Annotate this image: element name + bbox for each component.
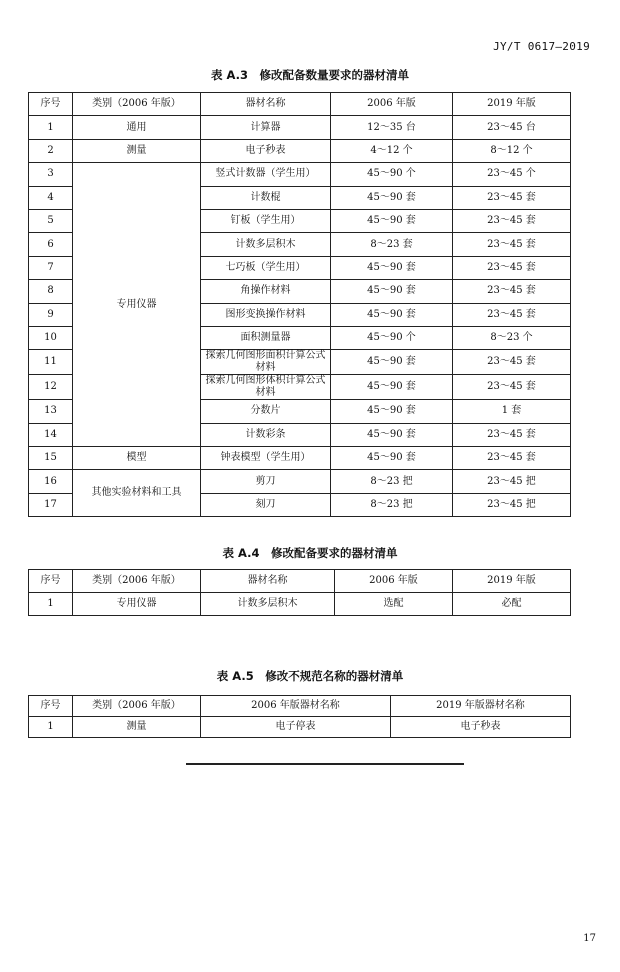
table-header-row bbox=[29, 696, 571, 717]
header-cell-2019: 2019 年版 bbox=[453, 570, 571, 593]
cell-2019: 23～45 套 bbox=[453, 350, 571, 375]
cell-2019: 23～45 把 bbox=[453, 493, 571, 516]
table-header-row bbox=[29, 570, 571, 593]
cell-name: 探索几何图形面积计算公式材料 bbox=[201, 350, 331, 375]
header-cell-no: 序号 bbox=[29, 570, 73, 593]
table-row bbox=[29, 116, 571, 139]
cell-2019: 必配 bbox=[453, 593, 571, 616]
cell-name: 探索几何图形体积计算公式材料 bbox=[201, 375, 331, 400]
cell-no: 14 bbox=[29, 423, 73, 446]
cell-no: 1 bbox=[29, 116, 73, 139]
cell-name: 分数片 bbox=[201, 400, 331, 423]
header-cell-2019: 2019 年版 bbox=[453, 93, 571, 116]
cell-2006: 45～90 套 bbox=[331, 280, 453, 303]
table-row bbox=[29, 163, 571, 186]
cell-2019: 23～45 套 bbox=[453, 375, 571, 400]
cell-category: 模型 bbox=[73, 447, 201, 470]
header-cell-no: 序号 bbox=[29, 93, 73, 116]
cell-category: 通用 bbox=[73, 116, 201, 139]
header-cell-name: 器材名称 bbox=[201, 570, 335, 593]
header-cell-name: 器材名称 bbox=[201, 93, 331, 116]
cell-2006: 45～90 套 bbox=[331, 303, 453, 326]
header-cell-2006: 2006 年版 bbox=[335, 570, 453, 593]
cell-2006: 45～90 套 bbox=[331, 186, 453, 209]
cell-no: 4 bbox=[29, 186, 73, 209]
cell-name: 计数彩条 bbox=[201, 423, 331, 446]
cell-2006: 45～90 套 bbox=[331, 256, 453, 279]
cell-2019: 23～45 套 bbox=[453, 233, 571, 256]
cell-no: 7 bbox=[29, 256, 73, 279]
table-row bbox=[29, 139, 571, 162]
cell-2006: 45～90 套 bbox=[331, 400, 453, 423]
cell-2006: 8～23 把 bbox=[331, 493, 453, 516]
cell-name: 钟表模型（学生用） bbox=[201, 447, 331, 470]
table-row bbox=[29, 717, 571, 738]
end-rule bbox=[186, 763, 464, 765]
header-cell-name-2019: 2019 年版器材名称 bbox=[391, 696, 571, 717]
cell-2006: 8～23 套 bbox=[331, 233, 453, 256]
table-a4 bbox=[28, 569, 571, 616]
header-cell-category: 类别（2006 年版） bbox=[73, 696, 201, 717]
cell-no: 15 bbox=[29, 447, 73, 470]
cell-2006: 45～90 套 bbox=[331, 350, 453, 375]
cell-2006: 45～90 套 bbox=[331, 375, 453, 400]
cell-no: 16 bbox=[29, 470, 73, 493]
cell-name: 电子秒表 bbox=[201, 139, 331, 162]
cell-no: 1 bbox=[29, 717, 73, 738]
cell-name-2019: 电子秒表 bbox=[391, 717, 571, 738]
table-row bbox=[29, 447, 571, 470]
header-cell-category: 类别（2006 年版） bbox=[73, 570, 201, 593]
cell-no: 3 bbox=[29, 163, 73, 186]
header-cell-category: 类别（2006 年版） bbox=[73, 93, 201, 116]
cell-2006: 4～12 个 bbox=[331, 139, 453, 162]
cell-category: 其他实验材料和工具 bbox=[73, 470, 201, 517]
cell-2019: 1 套 bbox=[453, 400, 571, 423]
cell-name: 钉板（学生用） bbox=[201, 209, 331, 232]
cell-2006: 8～23 把 bbox=[331, 470, 453, 493]
cell-2019: 23～45 套 bbox=[453, 303, 571, 326]
cell-no: 17 bbox=[29, 493, 73, 516]
cell-no: 1 bbox=[29, 593, 73, 616]
cell-2006: 选配 bbox=[335, 593, 453, 616]
cell-2019: 8～23 个 bbox=[453, 326, 571, 349]
cell-category: 专用仪器 bbox=[73, 593, 201, 616]
table-row bbox=[29, 593, 571, 616]
cell-2006: 45～90 套 bbox=[331, 209, 453, 232]
header-cell-2006: 2006 年版 bbox=[331, 93, 453, 116]
cell-2019: 23～45 台 bbox=[453, 116, 571, 139]
page-number: 17 bbox=[583, 933, 596, 944]
cell-2019: 23～45 套 bbox=[453, 256, 571, 279]
cell-2019: 8～12 个 bbox=[453, 139, 571, 162]
table-header-row bbox=[29, 93, 571, 116]
cell-name: 图形变换操作材料 bbox=[201, 303, 331, 326]
cell-name-2006: 电子停表 bbox=[201, 717, 391, 738]
cell-name: 角操作材料 bbox=[201, 280, 331, 303]
cell-no: 2 bbox=[29, 139, 73, 162]
cell-name: 计数多层积木 bbox=[201, 593, 335, 616]
cell-no: 13 bbox=[29, 400, 73, 423]
cell-no: 11 bbox=[29, 350, 73, 375]
table-a3-caption: 表 A.3 修改配备数量要求的器材清单 bbox=[211, 68, 409, 82]
cell-2019: 23～45 套 bbox=[453, 423, 571, 446]
table-a5-caption: 表 A.5 修改不规范名称的器材清单 bbox=[216, 669, 404, 683]
header-cell-name-2006: 2006 年版器材名称 bbox=[201, 696, 391, 717]
cell-no: 6 bbox=[29, 233, 73, 256]
cell-2006: 45～90 套 bbox=[331, 447, 453, 470]
cell-2019: 23～45 把 bbox=[453, 470, 571, 493]
cell-2006: 45～90 套 bbox=[331, 423, 453, 446]
cell-2019: 23～45 套 bbox=[453, 280, 571, 303]
cell-name: 计数多层积木 bbox=[201, 233, 331, 256]
table-a4-caption: 表 A.4 修改配备要求的器材清单 bbox=[222, 546, 398, 560]
table-row bbox=[29, 470, 571, 493]
cell-2019: 23～45 套 bbox=[453, 447, 571, 470]
header-cell-no: 序号 bbox=[29, 696, 73, 717]
cell-name: 剪刀 bbox=[201, 470, 331, 493]
cell-name: 计算器 bbox=[201, 116, 331, 139]
cell-2019: 23～45 套 bbox=[453, 209, 571, 232]
cell-no: 12 bbox=[29, 375, 73, 400]
cell-name: 竖式计数器（学生用） bbox=[201, 163, 331, 186]
cell-2019: 23～45 套 bbox=[453, 186, 571, 209]
cell-2019: 23～45 个 bbox=[453, 163, 571, 186]
cell-name: 面积测量器 bbox=[201, 326, 331, 349]
cell-2006: 45～90 个 bbox=[331, 163, 453, 186]
cell-name: 七巧板（学生用） bbox=[201, 256, 331, 279]
document-code: JY/T 0617—2019 bbox=[493, 40, 590, 53]
cell-no: 10 bbox=[29, 326, 73, 349]
cell-2006: 45～90 个 bbox=[331, 326, 453, 349]
cell-no: 8 bbox=[29, 280, 73, 303]
cell-name: 刻刀 bbox=[201, 493, 331, 516]
cell-no: 5 bbox=[29, 209, 73, 232]
cell-category: 测量 bbox=[73, 717, 201, 738]
table-a5 bbox=[28, 695, 571, 738]
table-a3 bbox=[28, 92, 571, 517]
cell-category: 专用仪器 bbox=[73, 163, 201, 447]
cell-category: 测量 bbox=[73, 139, 201, 162]
cell-2006: 12～35 台 bbox=[331, 116, 453, 139]
cell-no: 9 bbox=[29, 303, 73, 326]
cell-name: 计数棍 bbox=[201, 186, 331, 209]
